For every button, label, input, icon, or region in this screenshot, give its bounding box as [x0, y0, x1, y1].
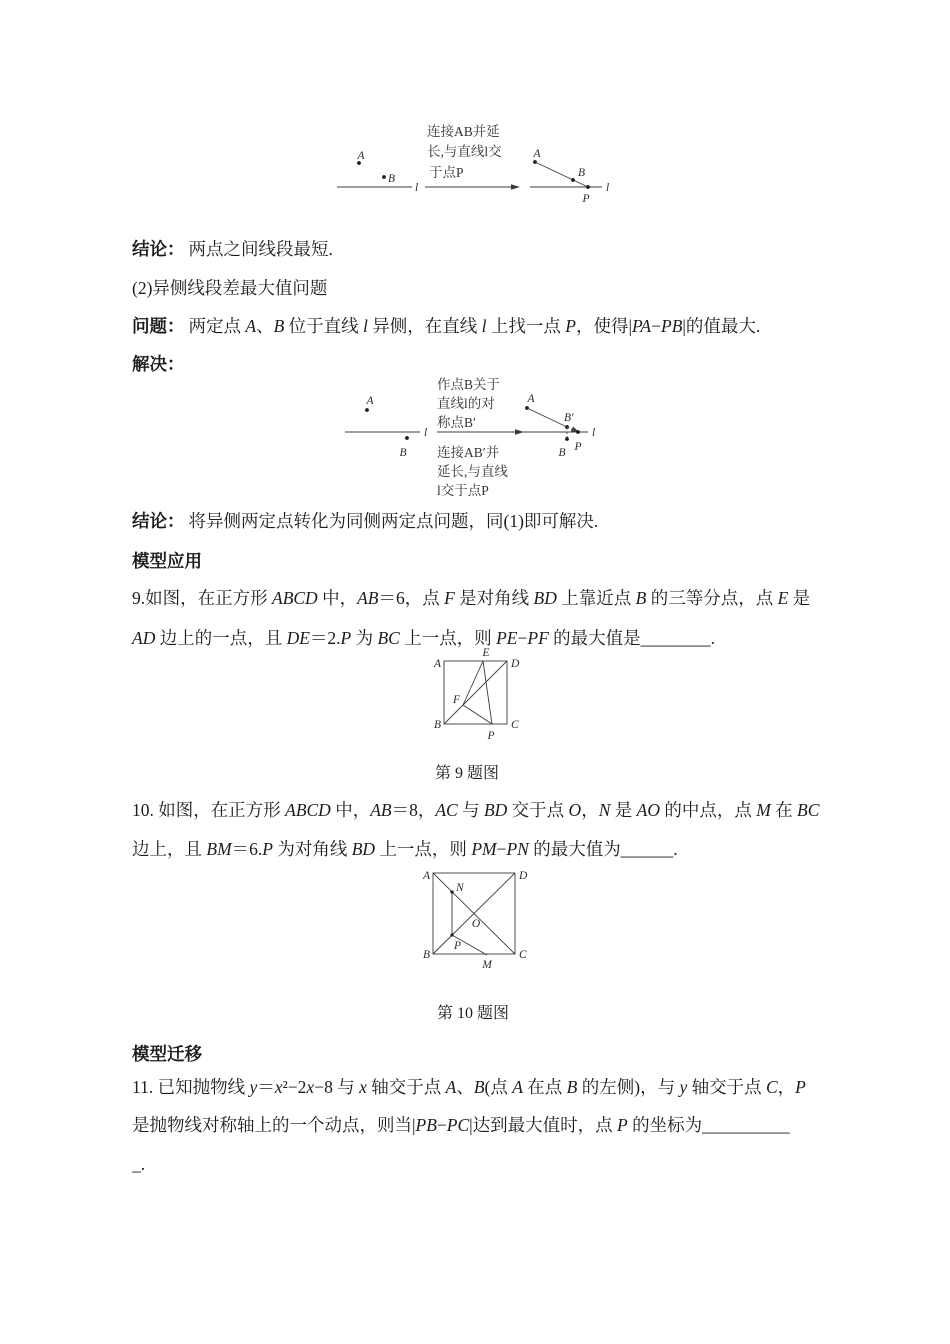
header-model-transfer: 模型迁移	[132, 1044, 202, 1064]
annotation-bottom-1: 连接AB′并	[437, 445, 500, 460]
figure-problem-9	[420, 643, 540, 748]
annotation-top-1: 作点B关于	[437, 377, 501, 392]
problem9-line-2: AD 边上的一点，且 DE＝2.P 为 BC 上一点，则 PE−PF 的最大值是________.	[132, 628, 716, 648]
point-a-label: A	[357, 150, 365, 162]
annotation-line-1: 连接AB并延	[427, 124, 500, 139]
line-l-label: l	[424, 427, 428, 439]
problem10-line-1: 10. 如图，在正方形 ABCD 中，AB＝8，AC 与 BD 交于点 O，N 是 AO 的中点，点 M 在 BC	[132, 800, 820, 820]
vertex-b-label: B	[422, 949, 430, 961]
point-m-label: M	[482, 959, 492, 971]
transform-arrowhead	[511, 184, 520, 190]
point-p-dot	[586, 185, 590, 189]
vertex-d-label: D	[519, 870, 528, 882]
point-a-label: A	[366, 395, 374, 407]
problem-label: 问题：	[132, 316, 185, 336]
point-p-dot	[576, 430, 580, 434]
vertex-c-label: C	[519, 949, 527, 961]
point-b-label: B	[578, 167, 586, 179]
point-b-label: B	[388, 173, 396, 185]
section-2-title: (2)异侧线段差最大值问题	[132, 278, 328, 298]
point-o-label: O	[471, 918, 481, 930]
point-p-label: P	[582, 193, 590, 205]
figure-10-caption: 第 10 题图	[436, 1005, 509, 1022]
conclusion-1-text: 两点之间线段最短.	[188, 239, 333, 259]
figure-problem-10	[410, 866, 540, 976]
problem10-line-2: 边上，且 BM＝6.P 为对角线 BD 上一点，则 PM−PN 的最大值为______.	[132, 839, 678, 859]
point-b-dot	[571, 178, 575, 182]
point-a-label: A	[527, 393, 535, 405]
annotation-bottom-2: 延长,与直线	[437, 464, 508, 479]
vertex-a-label: A	[433, 658, 441, 670]
point-b-dot	[405, 436, 409, 440]
point-n-dot	[450, 890, 453, 893]
problem11-line-2: 是抛物线对称轴上的一个动点，则当|PB−PC|达到最大值时，点 P 的坐标为__________	[132, 1115, 790, 1135]
point-b-prime-label: B′	[564, 412, 574, 424]
vertex-c-label: C	[511, 719, 519, 731]
point-b-label: B	[399, 447, 407, 459]
conclusion-1	[132, 238, 836, 260]
point-p-label: P	[574, 441, 582, 453]
figure-9-caption: 第 9 题图	[434, 765, 499, 782]
line-l-label: l	[606, 182, 610, 194]
solve-label: 解决：	[132, 354, 185, 374]
segment-ef	[463, 661, 483, 705]
point-p-dot	[450, 933, 453, 936]
segment-a-bprime	[527, 408, 567, 427]
header-model-apply: 模型应用	[132, 551, 202, 571]
point-b-dot	[382, 175, 386, 179]
point-a-dot	[365, 408, 369, 412]
problem11-line-3: _.	[132, 1154, 146, 1174]
point-p-label: P	[454, 940, 462, 952]
vertex-d-label: D	[511, 658, 520, 670]
intro-diagram	[330, 115, 630, 210]
problem-text: 两定点 A、B 位于直线 l 异侧，在直线 l 上找一点 P，使得|PA−PB|的值最大.	[188, 316, 761, 336]
point-f-label: F	[452, 694, 460, 706]
point-a-label: A	[533, 148, 541, 160]
line-l-label: l	[415, 182, 419, 194]
annotation-top-3: 称点B′	[437, 415, 476, 430]
point-b-label: B	[558, 447, 566, 459]
annotation-line-2: 长,与直线l交	[427, 144, 502, 159]
problem-statement-2	[132, 315, 836, 337]
problem9-line-1: 9.如图，在正方形 ABCD 中，AB＝6，点 F 是对角线 BD 上靠近点 B 的三等分点，点 E 是	[132, 588, 811, 608]
point-e-label: E	[482, 647, 490, 659]
segment-fp	[463, 705, 492, 724]
point-n-label: N	[456, 882, 464, 894]
solution-diagram	[340, 370, 610, 502]
conclusion-2-label: 结论：	[132, 511, 185, 531]
vertex-a-label: A	[422, 870, 430, 882]
diagonal-bd	[444, 661, 507, 724]
conclusion-2	[132, 510, 836, 532]
conclusion-2-text: 将异侧两定点转化为同侧两定点问题，同(1)即可解决.	[188, 511, 599, 531]
line-l-label: l	[592, 427, 596, 439]
point-p-label: P	[487, 730, 495, 742]
segment-ep	[483, 661, 492, 724]
point-b-dot	[565, 437, 569, 441]
problem11-line-1: 11. 已知抛物线 y＝x²−2x−8 与 x 轴交于点 A、B(点 A 在点 B 的左侧)，与 y 轴交于点 C，P	[132, 1077, 806, 1097]
conclusion-1-label: 结论：	[132, 239, 185, 259]
annotation-line-3: 于点P	[429, 165, 464, 180]
annotation-bottom-3: l交于点P	[437, 483, 489, 498]
annotation-top-2: 直线l的对	[437, 396, 495, 411]
vertex-b-label: B	[433, 719, 441, 731]
